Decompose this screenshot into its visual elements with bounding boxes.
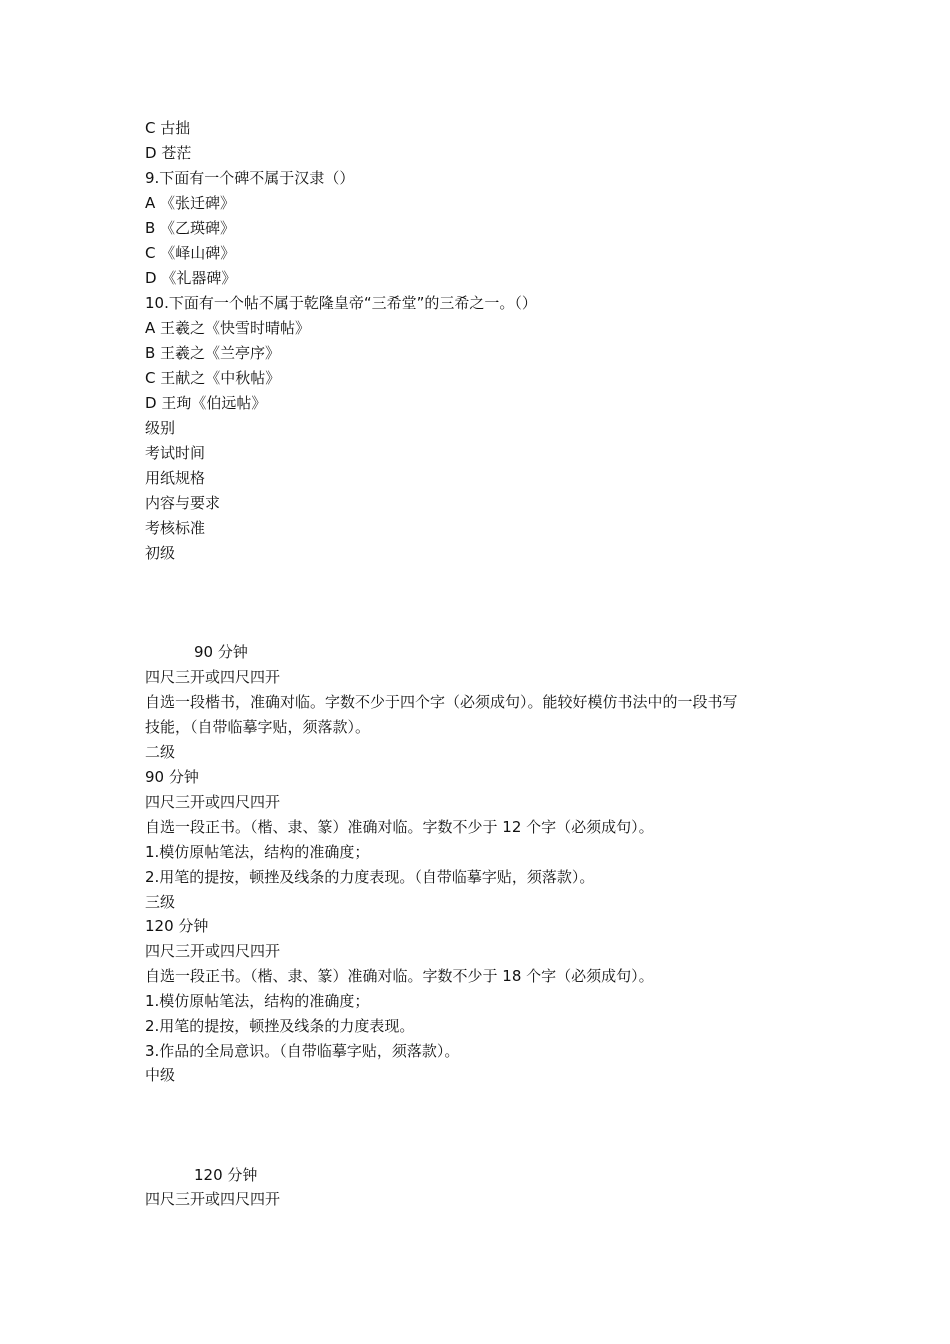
intermediate-level: 中级 xyxy=(145,1066,176,1084)
q9-question: 9.下面有一个碑不属于汉隶（） xyxy=(145,169,355,187)
q9-option-d: D 《礼器碑》 xyxy=(145,269,237,287)
q10-option-d: D 王珣《伯远帖》 xyxy=(145,394,267,412)
header-level: 级别 xyxy=(145,419,176,437)
level2-level: 二级 xyxy=(145,743,176,761)
primary-time: 90 分钟 xyxy=(194,643,248,661)
primary-content-line1: 自选一段楷书，准确对临。字数不少于四个字（必须成句）。能较好模仿书法中的一段书写 xyxy=(145,693,738,711)
level3-criteria3: 3.作品的全局意识。（自带临摹字贴，须落款）。 xyxy=(145,1042,460,1060)
q8-option-c: C 古拙 xyxy=(145,119,191,137)
level2-paper: 四尺三开或四尺四开 xyxy=(145,793,281,811)
primary-level: 初级 xyxy=(145,544,176,562)
level3-level: 三级 xyxy=(145,893,176,911)
header-criteria: 考核标准 xyxy=(145,519,206,537)
level2-time: 90 分钟 xyxy=(145,768,199,786)
level3-paper: 四尺三开或四尺四开 xyxy=(145,942,281,960)
level2-content: 自选一段正书。（楷、隶、篆）准确对临。字数不少于 12 个字（必须成句）。 xyxy=(145,818,654,836)
level2-criteria1: 1.模仿原帖笔法，结构的准确度； xyxy=(145,843,370,861)
q10-option-b: B 王羲之《兰亭序》 xyxy=(145,344,281,362)
intermediate-time: 120 分钟 xyxy=(194,1166,258,1184)
q10-option-a: A 王羲之《快雪时晴帖》 xyxy=(145,319,311,337)
q9-option-c: C 《峄山碑》 xyxy=(145,244,236,262)
header-content: 内容与要求 xyxy=(145,494,221,512)
q8-option-d: D 苍茫 xyxy=(145,144,192,162)
q9-option-b: B 《乙瑛碑》 xyxy=(145,219,236,237)
primary-content-line2: 技能，（自带临摹字贴，须落款）。 xyxy=(145,718,371,736)
header-exam-time: 考试时间 xyxy=(145,444,206,462)
level3-criteria1: 1.模仿原帖笔法，结构的准确度； xyxy=(145,992,370,1010)
q9-option-a: A 《张迁碑》 xyxy=(145,194,236,212)
level2-criteria2: 2.用笔的提按，顿挫及线条的力度表现。（自带临摹字贴，须落款）。 xyxy=(145,868,595,886)
level3-time: 120 分钟 xyxy=(145,917,209,935)
level3-content: 自选一段正书。（楷、隶、篆）准确对临。字数不少于 18 个字（必须成句）。 xyxy=(145,967,654,985)
level3-criteria2: 2.用笔的提按，顿挫及线条的力度表现。 xyxy=(145,1017,415,1035)
header-paper-spec: 用纸规格 xyxy=(145,469,206,487)
q10-question: 10.下面有一个帖不属于乾隆皇帝“三希堂”的三希之一。（） xyxy=(145,294,537,312)
intermediate-paper: 四尺三开或四尺四开 xyxy=(145,1190,281,1208)
primary-paper: 四尺三开或四尺四开 xyxy=(145,668,281,686)
q10-option-c: C 王献之《中秋帖》 xyxy=(145,369,281,387)
